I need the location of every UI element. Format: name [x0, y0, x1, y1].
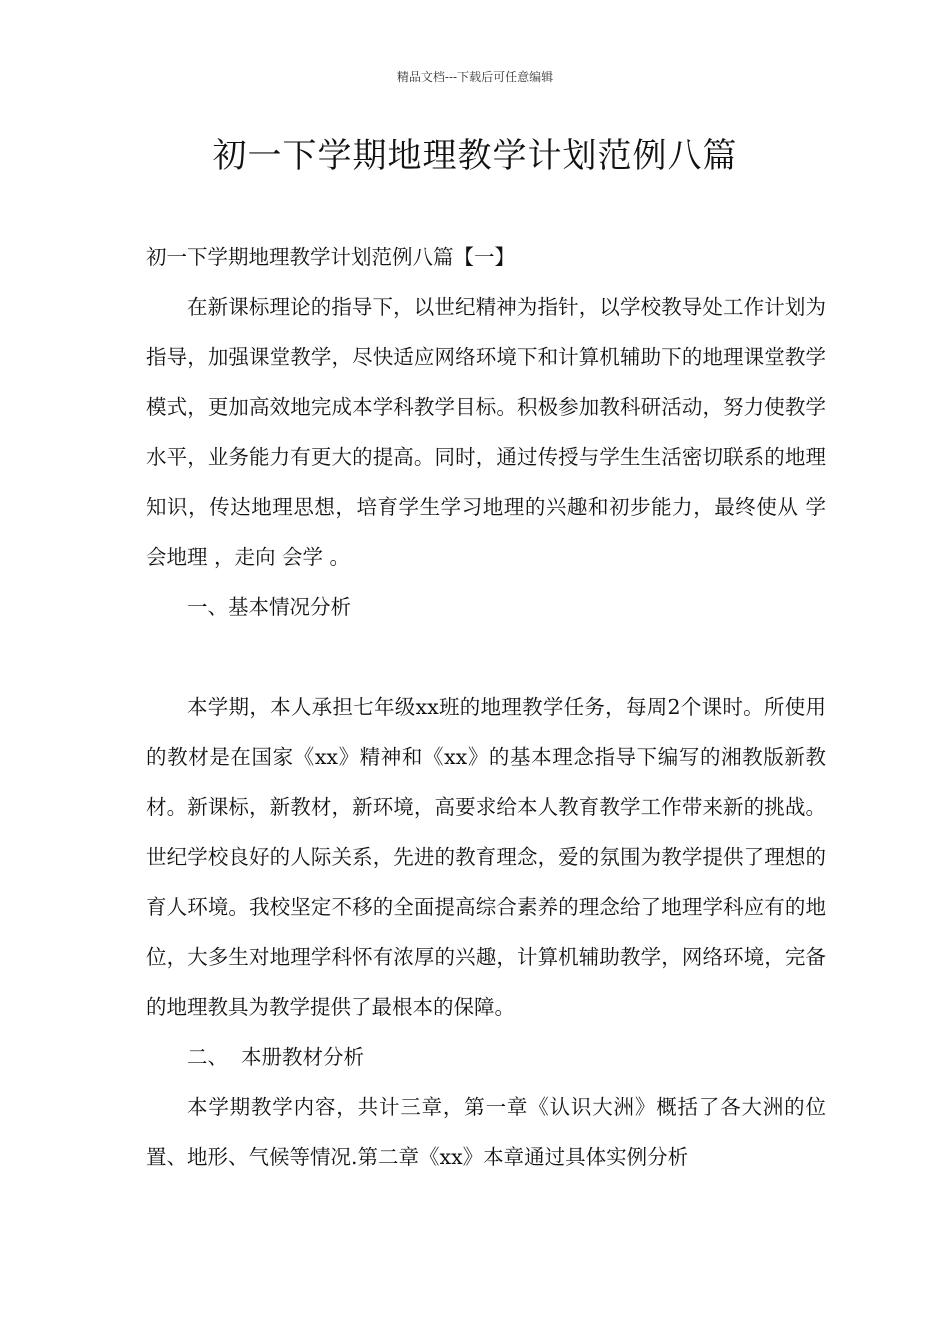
header-note: 精品文档---下载后可任意编辑	[396, 70, 554, 84]
paragraph-situation: 本学期，本人承担七年级xx班的地理教学任务，每周2个课时。所使用的教材是在国家《xx》精神和《xx》的基本理念指导下编写的湘教版新教材。新课标，新教材，新环境，高要求给本人教育教学工作带来新的挑战。世纪学校良好的人际关系，先进的教育理念，爱的氛围为教学提供了理想的育人环境。我校坚定不移的全面提高综合素养的理念给了地理学科应有的地位，大多生对地理学科怀有浓厚的兴趣，计算机辅助教学，网络环境，完备的地理教具为教学提供了最根本的保障。	[146, 695, 826, 1019]
document-title: 初一下学期地理教学计划范例八篇	[212, 136, 738, 176]
blank-line	[146, 632, 826, 682]
section-heading: 初一下学期地理教学计划范例八篇【一】	[146, 245, 515, 269]
heading-basic-situation: 一、基本情况分析	[187, 595, 351, 619]
heading-textbook-analysis: 二、 本册教材分析	[187, 1045, 365, 1069]
paragraph-textbook: 本学期教学内容，共计三章，第一章《认识大洲》概括了各大洲的位置、地形、气候等情况.第二章《xx》本章通过具体实例分析	[146, 1095, 826, 1169]
document-body	[146, 232, 826, 1182]
paragraph-intro: 在新课标理论的指导下，以世纪精神为指针，以学校教导处工作计划为指导，加强课堂教学，尽快适应网络环境下和计算机辅助下的地理课堂教学模式，更加高效地完成本学科教学目标。积极参加教科研活动，努力使教学水平，业务能力有更大的提高。同时，通过传授与学生生活密切联系的地理知识，传达地理思想，培育学生学习地理的兴趣和初步能力，最终使从 学会地理 ，走向 会学 。	[146, 295, 826, 569]
